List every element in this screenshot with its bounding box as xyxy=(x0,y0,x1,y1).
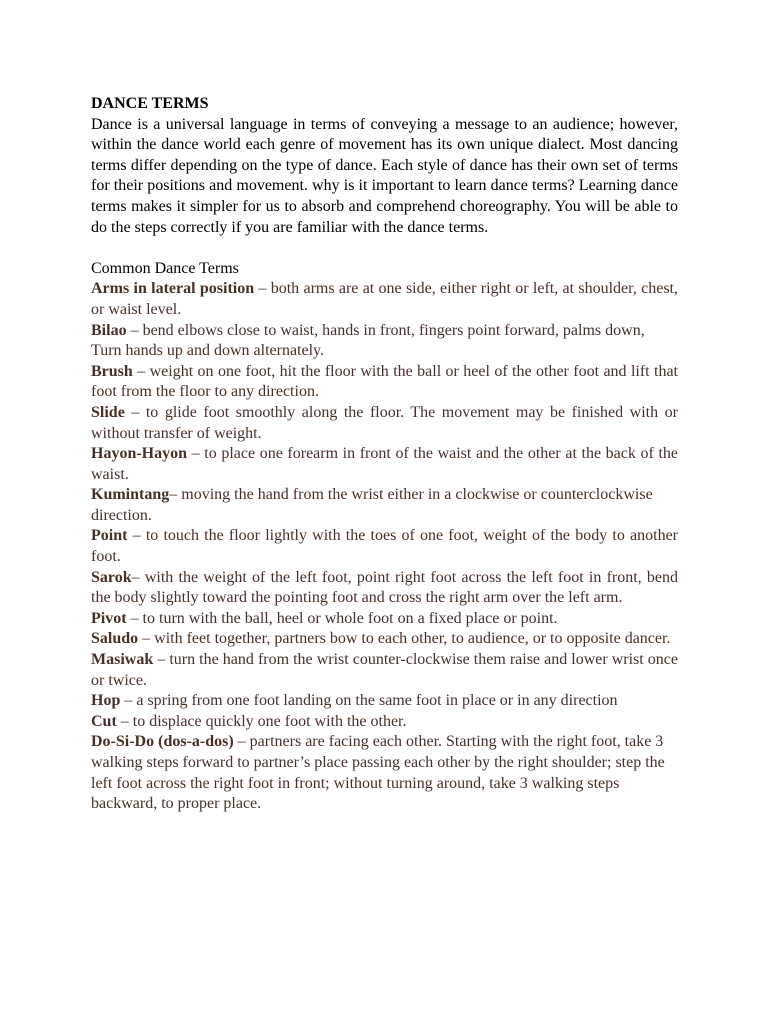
term-entry-slide xyxy=(91,403,678,444)
term-name: Saludo xyxy=(91,630,139,648)
term-name: Slide xyxy=(91,403,125,421)
term-entry-masiwak xyxy=(91,650,678,691)
term-definition: – to place one forearm in front of the waist and the other at the back of the waist. xyxy=(91,445,678,483)
term-name: Brush xyxy=(91,362,133,380)
term-name: Bilao xyxy=(91,321,127,339)
term-entry-kumintang xyxy=(91,485,678,526)
term-definition: – moving the hand from the wrist either in a clockwise or counterclockwise direction. xyxy=(91,486,653,524)
term-definition: – turn the hand from the wrist counter-clockwise them raise and lower wrist once or twice. xyxy=(91,651,678,689)
intro-paragraph: Dance is a universal language in terms of conveying a message to an audience; however, within the dance world each genre of movement has its own unique dialect. Most dancing terms differ depending on the type of dance. Each style of dance has their own set of terms for their positions and movement. why is it important to learn dance terms? Learning dance terms makes it simpler for us to absorb and comprehend choreography. You will be able to do the steps correctly if you are familiar with the dance terms. xyxy=(91,115,678,236)
document-page xyxy=(91,94,678,815)
term-list xyxy=(91,279,678,814)
term-name: Masiwak xyxy=(91,651,154,669)
term-entry-bilao xyxy=(91,321,678,362)
term-entry-arms-in-lateral-position xyxy=(91,279,678,320)
term-definition: – both arms are at one side, either right or left, at shoulder, chest, or waist level. xyxy=(91,280,679,318)
term-entry-saludo xyxy=(91,629,678,650)
term-name: Hop xyxy=(91,692,121,710)
term-name: Point xyxy=(91,527,128,545)
term-name: Cut xyxy=(91,712,117,730)
term-definition: – to glide foot smoothly along the floor. The movement may be finished with or without transfer of weight. xyxy=(91,403,678,442)
term-entry-pivot xyxy=(91,609,678,630)
term-entry-cut xyxy=(91,712,678,733)
term-entry-do-si-do xyxy=(91,732,678,814)
term-name: Pivot xyxy=(91,609,127,627)
term-definition: – to turn with the ball, heel or whole foot on a fixed place or point. xyxy=(126,609,558,627)
term-name: Sarok xyxy=(91,568,132,586)
term-definition: – partners are facing each other. Starting with the right foot, take 3 walking steps forward to partner’s place passing each other by the right shoulder; step the left foot across the right foot in front; without turning around, take 3 walking steps backward, to proper place. xyxy=(91,733,665,813)
term-name: Arms in lateral position xyxy=(91,280,255,298)
term-definition: – with the weight of the left foot, point right foot across the left foot in front, bend the body slightly toward the pointing foot and cross the right arm over the left arm. xyxy=(91,568,678,607)
term-entry-sarok xyxy=(91,568,678,609)
section-heading: Common Dance Terms xyxy=(91,259,239,277)
term-definition: – bend elbows close to waist, hands in front, fingers point forward, palms down, Turn hands up and down alternately. xyxy=(91,321,645,360)
term-name: Kumintang xyxy=(91,486,170,504)
term-definition: – with feet together, partners bow to each other, to audience, or to opposite dancer. xyxy=(138,630,671,648)
term-definition: – weight on one foot, hit the floor with the ball or heel of the other foot and lift that foot from the floor to any direction. xyxy=(91,362,678,401)
term-entry-hayon-hayon xyxy=(91,444,678,485)
term-name: Do-Si-Do (dos-a-dos) xyxy=(91,733,234,751)
term-definition: – to displace quickly one foot with the other. xyxy=(116,712,407,730)
term-definition: – a spring from one foot landing on the same foot in place or in any direction xyxy=(120,692,618,710)
term-name: Hayon-Hayon xyxy=(91,445,188,463)
term-entry-point xyxy=(91,526,678,567)
term-entry-brush xyxy=(91,362,678,403)
document-title: DANCE TERMS xyxy=(91,95,209,112)
term-entry-hop xyxy=(91,691,678,712)
term-definition: – to touch the floor lightly with the toes of one foot, weight of the body to another foot. xyxy=(91,527,678,566)
